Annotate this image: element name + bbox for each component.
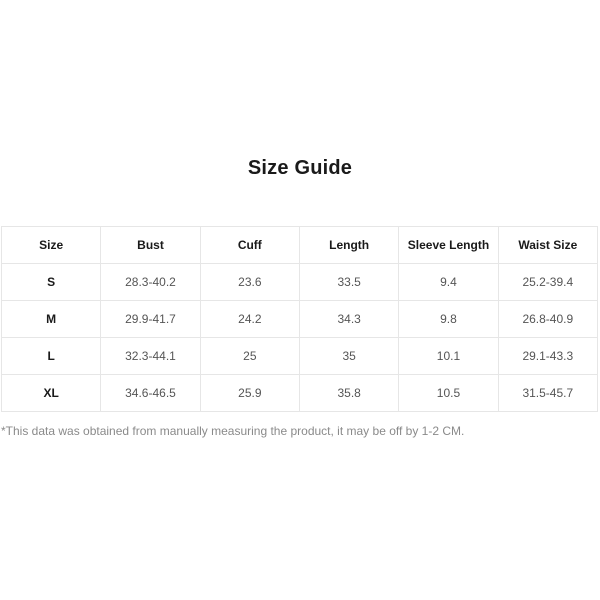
sleeve-length-cell: 10.1 <box>399 338 498 375</box>
size-cell: M <box>2 301 101 338</box>
bust-cell: 28.3-40.2 <box>101 264 200 301</box>
cuff-cell: 23.6 <box>200 264 299 301</box>
column-header-bust: Bust <box>101 227 200 264</box>
waist-size-cell: 26.8-40.9 <box>498 301 597 338</box>
length-cell: 35.8 <box>299 375 398 412</box>
measurement-footnote: *This data was obtained from manually measuring the product, it may be off by 1-2 CM. <box>1 424 465 438</box>
table-row <box>2 338 598 375</box>
sleeve-length-cell: 9.8 <box>399 301 498 338</box>
table-row <box>2 264 598 301</box>
column-header-cuff: Cuff <box>200 227 299 264</box>
table-header-row <box>2 227 598 264</box>
table-row <box>2 301 598 338</box>
column-header-sleeve-length: Sleeve Length <box>399 227 498 264</box>
size-cell: L <box>2 338 101 375</box>
cuff-cell: 25.9 <box>200 375 299 412</box>
waist-size-cell: 29.1-43.3 <box>498 338 597 375</box>
column-header-length: Length <box>299 227 398 264</box>
size-cell: S <box>2 264 101 301</box>
column-header-waist-size: Waist Size <box>498 227 597 264</box>
size-table <box>1 226 598 412</box>
bust-cell: 29.9-41.7 <box>101 301 200 338</box>
length-cell: 34.3 <box>299 301 398 338</box>
sleeve-length-cell: 10.5 <box>399 375 498 412</box>
size-cell: XL <box>2 375 101 412</box>
waist-size-cell: 25.2-39.4 <box>498 264 597 301</box>
length-cell: 35 <box>299 338 398 375</box>
waist-size-cell: 31.5-45.7 <box>498 375 597 412</box>
bust-cell: 34.6-46.5 <box>101 375 200 412</box>
bust-cell: 32.3-44.1 <box>101 338 200 375</box>
column-header-size: Size <box>2 227 101 264</box>
length-cell: 33.5 <box>299 264 398 301</box>
sleeve-length-cell: 9.4 <box>399 264 498 301</box>
page-title: Size Guide <box>247 157 353 179</box>
cuff-cell: 25 <box>200 338 299 375</box>
cuff-cell: 24.2 <box>200 301 299 338</box>
table-row <box>2 375 598 412</box>
